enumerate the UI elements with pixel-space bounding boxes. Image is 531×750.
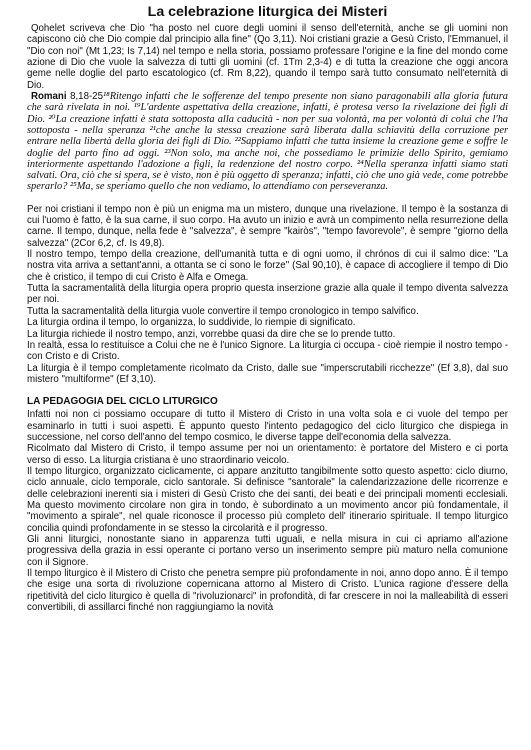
paragraph: Tutta la sacramentalità della liturgia opera proprio questa inserzione grazie alla quale il tempo diventa salvezza per noi. — [27, 283, 508, 306]
section-paragraph: Il tempo liturgico, organizzato ciclicamente, ci appare anzitutto tangibilmente sotto questo aspetto: ciclo diurno, ciclo annuale, ciclo temporale, ciclo santorale. Si definisce "santorale" la calendarizzazione delle ricorrenze e delle celebrazioni inerenti sia i misteri di Gesù Cristo che dei santi, dei beati e dei principali momenti ecclesiali. Ma questo movimento circolare non gira in tondo, è subordinato a un movimento ancor più fondamentale, il "movimento a spirale", nel quale riconosce il processo più completo dell' itinerario spirituale. Il tempo liturgico concilia quindi profondamente in se stesso la circolarità e il progresso. — [27, 465, 508, 534]
section-title: LA PEDAGOGIA DEL CICLO LITURGICO — [27, 396, 218, 408]
scripture-reference: Romani — [31, 91, 67, 103]
paragraph: Tutta la sacramentalità della liturgia vuole convertire il tempo cronologico in tempo salvifico. — [27, 305, 419, 317]
section-paragraph: Ricolmato dal Mistero di Cristo, il tempo assume per noi un orientamento: è portatore del Mistero e ci porta verso di esso. La liturgia cristiana è uno straordinario veicolo. — [27, 443, 508, 466]
paragraph: La liturgia ordina il tempo, lo organizza, lo suddivide, lo riempie di significato. — [27, 317, 356, 329]
spacer — [27, 385, 508, 396]
paragraph: In realtà, essa lo restituisce a Colui che ne è l'unico Signore. La liturgia ci occupa - cioè riempie il nostro tempo - con Cristo e di Cristo. — [27, 339, 508, 363]
scripture-text: ¹⁸Ritengo infatti che le sofferenze del tempo presente non siano paragonabili alla gloria futura che sarà rivelata in noi. ¹⁹L'ardente aspettativa della creazione, infatti, è protesa verso la rivelazione dei figli di Dio. ²⁰La creazione infatti è stata sottoposta alla caducità - non per sua volontà, ma per volontà di colui che l'ha sottoposta - nella speranza ²¹che anche la stessa creazione sarà liberata dalla schiavitù della corruzione per entrare nella libertà della gloria dei figli di Dio. ²²Sappiamo infatti che tutta insieme la creazione geme e soffre le doglie del parto fino ad oggi. ²³Non solo, ma anche noi, che possediamo le primizie dello Spirito, gemiamo interiormente aspettando l'adozione a figli, la redenzione del nostro corpo. ²⁴Nella speranza infatti siamo stati salvati. Ora, ciò che si spera, se è visto, non è più oggetto di speranza; infatti, ciò che uno già vede, come potrebbe sperarlo? ²⁵Ma, se speriamo quello che non vediamo, lo attendiamo con perseveranza. — [27, 91, 508, 193]
page-title: La celebrazione liturgica dei Misteri — [147, 4, 388, 20]
intro-paragraph: Qohelet scriveva che Dio "ha posto nel cuore degli uomini il senso dell'eternità, anche se gli uomini non capiscono ciò che Dio compie dal principio alla fine" (Qo 3,11). Noi cristiani grazie a Gesù Cristo, l'Emmanuel, il "Dio con noi" (Mt 1,23; Is 7,14) nel tempo e nella storia, possiamo professare l'origine e la fine del mondo come azione di Dio che vuole la salvezza di tutti gli uomini (cf. 1Tm 2,3-4) e di tutta la creazione che oggi ancora geme nelle doglie del parto escatologico (cf. Rm 8,22), quando il tempo sarà tutto consumato nell'eternità di Dio. — [27, 23, 508, 91]
paragraph: Per noi cristiani il tempo non è più un enigma ma un mistero, dunque una rivelazione. Il tempo è la sostanza di cui l'uomo è fatto, è la sua carne, il suo corpo. Ha avuto un inizio e avrà un compimento nella resurrezione della carne. Il tempo, dunque, nella fede è "salvezza", è sempre "kairòs", "tempo favorevole", è sempre "giorno della salvezza" (2Cor 6,2, cf. Is 49,8). — [27, 203, 508, 249]
romans-passage — [27, 91, 508, 193]
spacer — [27, 193, 508, 204]
paragraph: La liturgia richiede il nostro tempo, anzi, vorrebbe quasi da dire che se lo prende tutto. — [27, 328, 396, 340]
paragraph: La liturgia è il tempo completamente ricolmato da Cristo, dalle sue "imperscrutabili ricchezze" (Ef 3,8), dal suo mistero "multiforme" (Ef 3,10). — [27, 362, 508, 385]
section-paragraph: Gli anni liturgici, nonostante siano in apparenza tutti uguali, e nella misura in cui ci apriamo all'azione progressiva della grazia in essi operante ci portano verso un inserimento sempre più maturo nella comunione con il Signore. — [27, 534, 508, 568]
paragraph: Il nostro tempo, tempo della creazione, dell'umanità tutta e di ogni uomo, il chrónos di cui il salmo dice: "La nostra vita arriva a settant'anni, a ottanta se ci sono le forze" (Sal 90,10), è capace di accogliere il tempo di Dio che è cristico, il tempo di cui Cristo è Alfa e Omega. — [27, 249, 508, 283]
section-paragraph: Il tempo liturgico è il Mistero di Cristo che penetra sempre più profondamente in noi, anno dopo anno. È il tempo che esige una sorta di rivoluzione copernicana attorno al Mistero di Cristo. L'unica ragione d'essere della ripetitività del ciclo liturgico è quella di "rivoluzionarci" in profondità, di far crescere in noi la malleabilità di esseri convertibili, di assillarci finché non raggiungiamo la novità — [27, 568, 508, 614]
section-paragraph: Infatti noi non ci possiamo occupare di tutto il Mistero di Cristo in una volta sola e ci vuole del tempo per esaminarlo in tutti i suoi aspetti. È appunto questo l'intento pedagogico del ciclo liturgico che dispiega in successione, nel corso dell'anno del tempo cosmico, le diverse tappe dell'economia della salvezza. — [27, 409, 508, 443]
scripture-verses: 8,18-25 — [66, 91, 103, 103]
